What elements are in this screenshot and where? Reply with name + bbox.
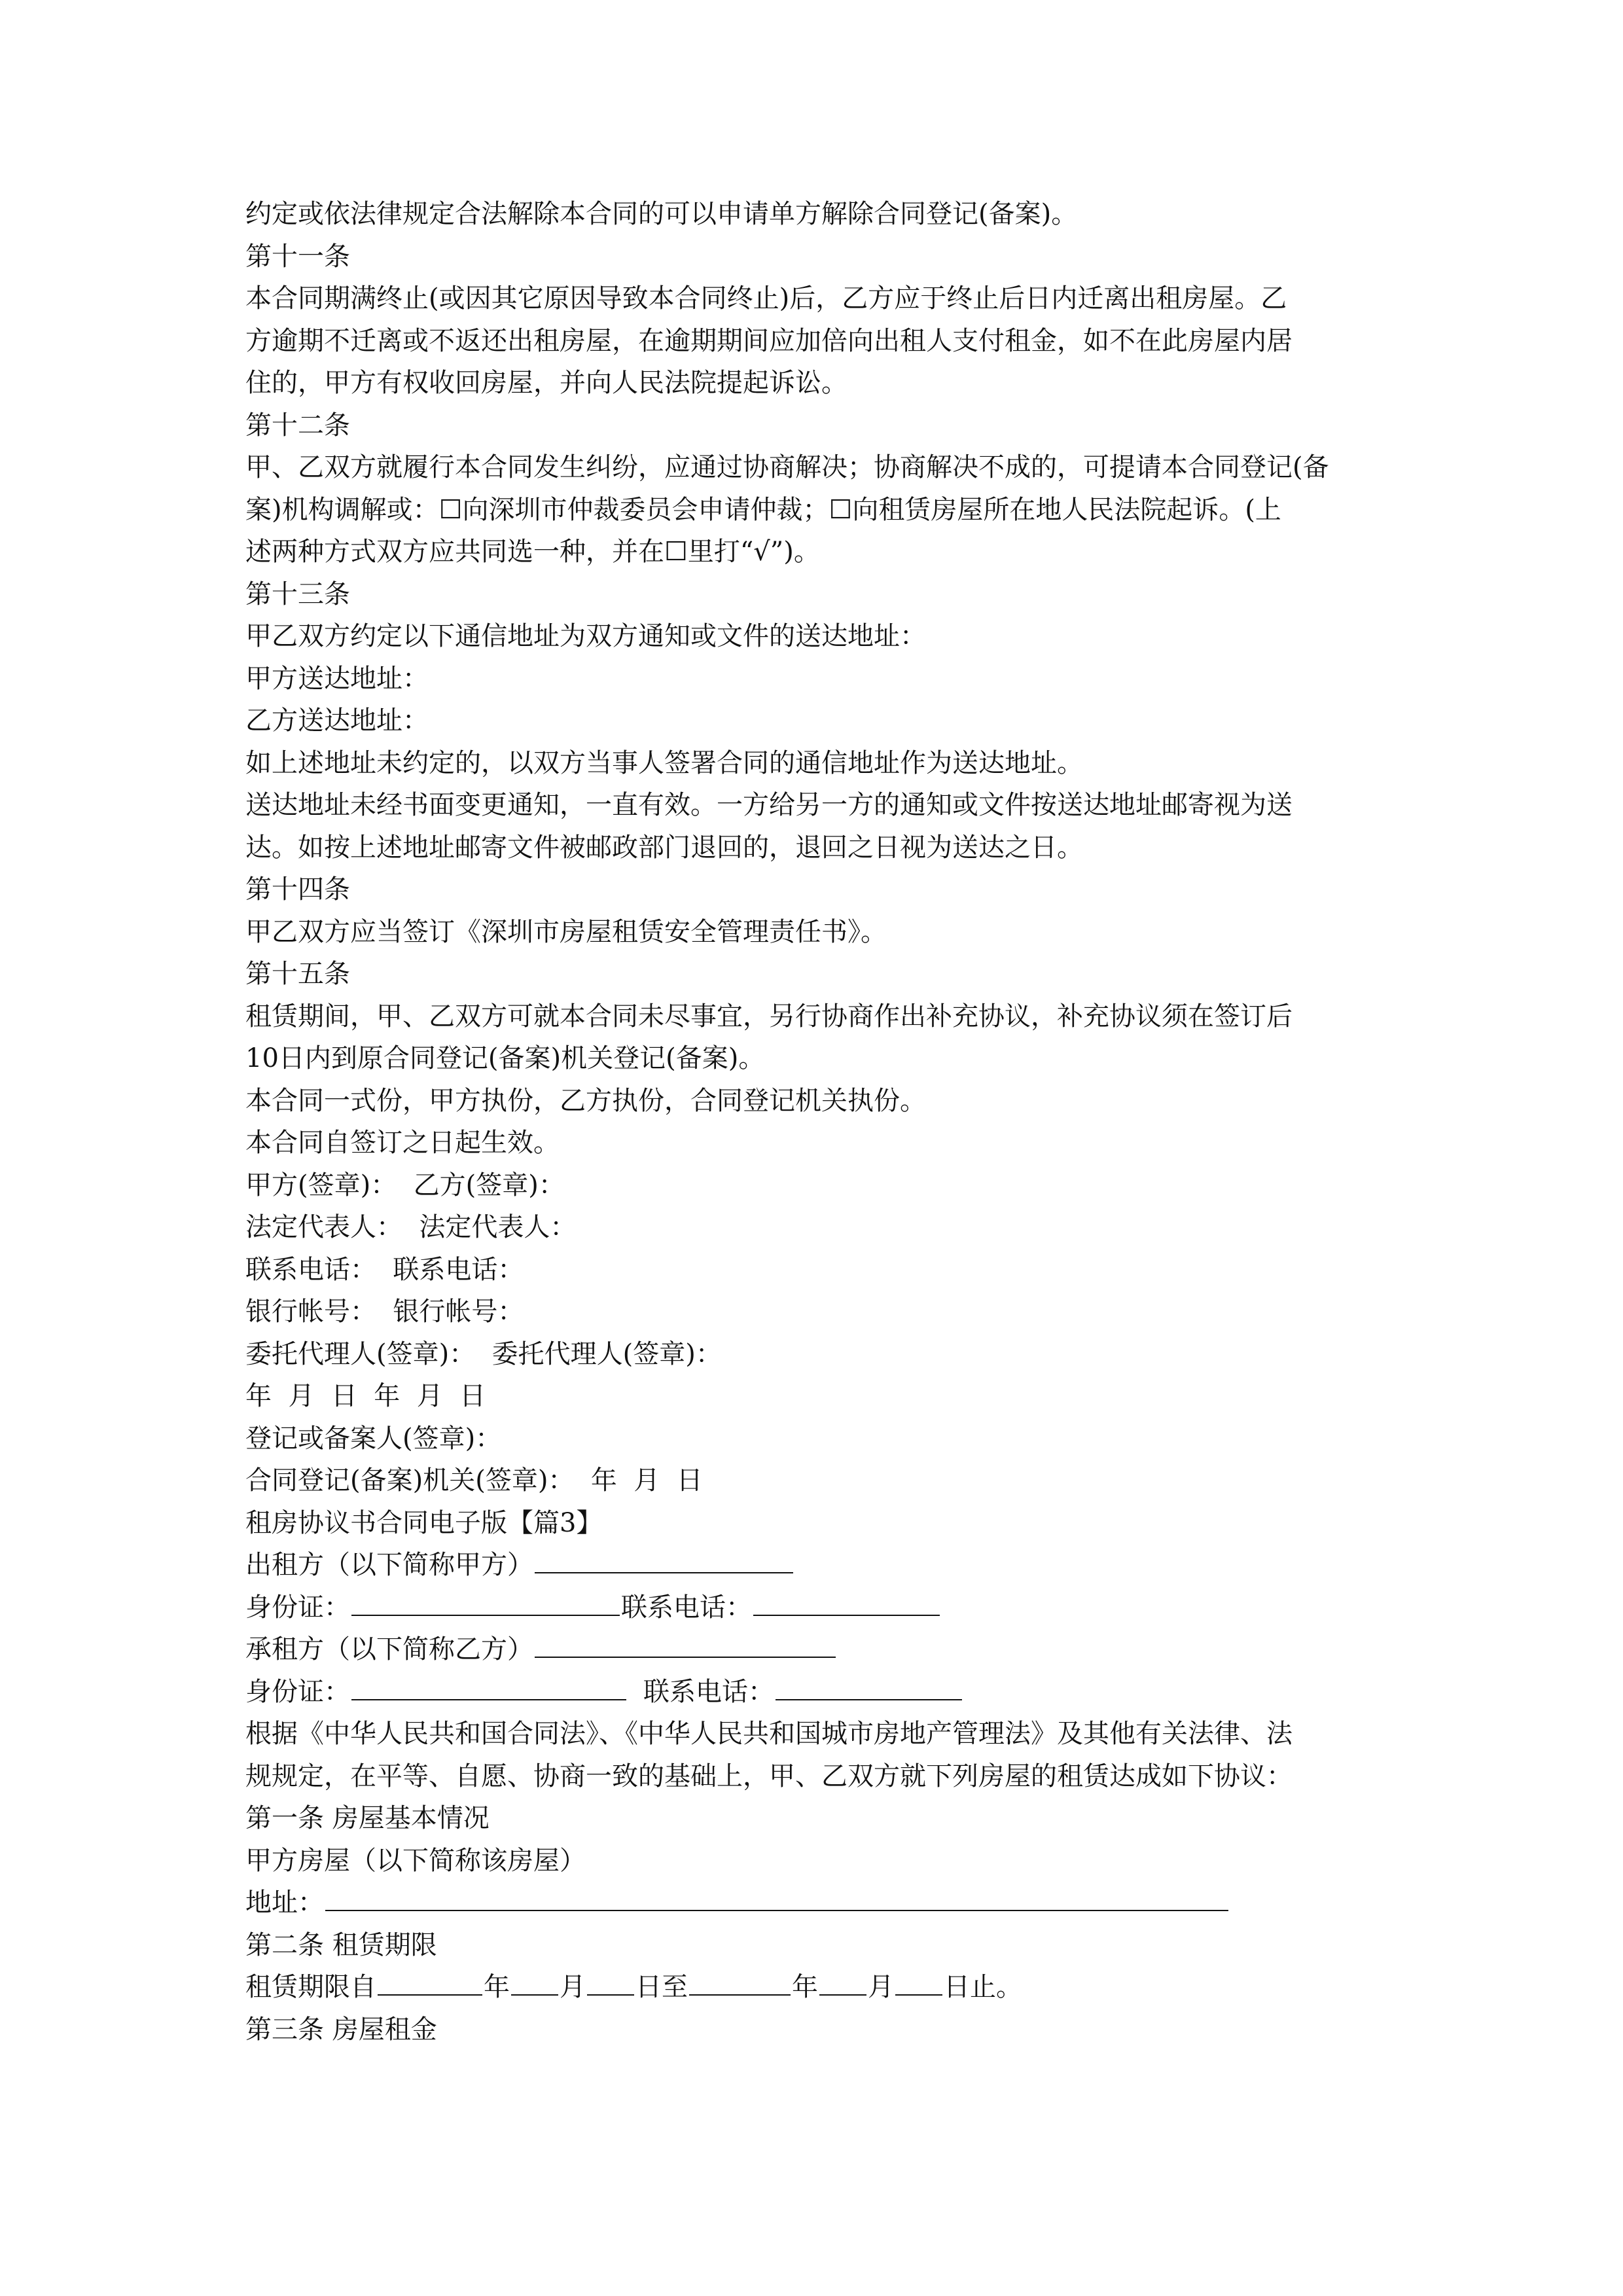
lessor-line <box>245 1544 1397 1587</box>
text-line: 述两种方式双方应共同选一种，并在☐里打“√”)。 <box>245 537 820 567</box>
text-line: 规规定，在平等、自愿、协商一致的基础上，甲、乙双方就下列房屋的租赁达成如下协议： <box>245 1761 1293 1791</box>
address-label: 地址： <box>245 1888 324 1918</box>
month-label: 月 <box>560 1972 586 2002</box>
date-line: 年 月 日 年 月 日 <box>245 1381 486 1411</box>
phone-label: 联系电话： <box>621 1592 752 1623</box>
text-line: 本合同一式份，甲方执份，乙方执份，合同登记机关执份。 <box>245 1085 926 1116</box>
start-year-blank[interactable] <box>378 1968 482 1996</box>
phone-label: 联系电话： <box>643 1676 774 1707</box>
day-to-label: 日至 <box>635 1972 688 2002</box>
id-label: 身份证： <box>245 1592 350 1623</box>
text-line: 根据《中华人民共和国合同法》、《中华人民共和国城市房地产管理法》及其他有关法律、法 <box>245 1719 1293 1749</box>
article-heading: 第十五条 <box>245 959 350 989</box>
lessee-name-blank[interactable] <box>535 1630 836 1658</box>
signature-line: 委托代理人(签章)： 委托代理人(签章)： <box>245 1338 722 1369</box>
document-page <box>245 193 1397 2051</box>
signature-line: 登记或备案人(签章)： <box>245 1423 502 1454</box>
article-heading: 第十二条 <box>245 410 350 440</box>
article-heading: 第三条 房屋租金 <box>245 2014 437 2045</box>
text-line: 甲方房屋（以下简称该房屋） <box>245 1845 586 1876</box>
lessor-id-blank[interactable] <box>351 1588 620 1616</box>
text-line: 案)机构调解或：☐向深圳市仲裁委员会申请仲裁；☐向租赁房屋所在地人民法院起诉。(上 <box>245 494 1281 525</box>
lessee-id-blank[interactable] <box>351 1673 626 1700</box>
lessor-id-line <box>245 1587 1397 1629</box>
section-title: 租房协议书合同电子版【篇3】 <box>245 1507 603 1538</box>
id-label: 身份证： <box>245 1676 350 1707</box>
year-label: 年 <box>792 1972 818 2002</box>
lease-term-line <box>245 1966 1397 2009</box>
month-label: 月 <box>868 1972 894 2002</box>
address-line <box>245 1882 1397 1924</box>
lessee-phone-blank[interactable] <box>776 1673 962 1700</box>
day-end-label: 日止。 <box>944 1972 1022 2002</box>
text-line: 甲乙双方应当签订《深圳市房屋租赁安全管理责任书》。 <box>245 916 887 947</box>
text-line: 本合同期满终止(或因其它原因导致本合同终止)后，乙方应于终止后日内迁离出租房屋。乙 <box>245 283 1287 314</box>
text-line: 甲、乙双方就履行本合同发生纠纷，应通过协商解决；协商解决不成的，可提请本合同登记(备 <box>245 452 1329 482</box>
article-heading: 第十四条 <box>245 874 350 905</box>
text-line: 约定或依法律规定合法解除本合同的可以申请单方解除合同登记(备案)。 <box>245 199 1078 229</box>
signature-line: 法定代表人： 法定代表人： <box>245 1212 577 1242</box>
lessee-label: 承租方（以下简称乙方） <box>245 1634 533 1664</box>
signature-line: 联系电话： 联系电话： <box>245 1254 524 1285</box>
text-line: 方逾期不迁离或不返还出租房屋，在逾期期间应加倍向出租人支付租金，如不在此房屋内居 <box>245 325 1293 356</box>
signature-line: 银行帐号： 银行帐号： <box>245 1297 524 1327</box>
text-line: 甲方送达地址： <box>245 663 429 694</box>
article-heading: 第二条 租赁期限 <box>245 1929 437 1960</box>
text-line: 租赁期间，甲、乙双方可就本合同未尽事宜，另行协商作出补充协议，补充协议须在签订后 <box>245 1001 1293 1031</box>
text-line: 达。如按上述地址邮寄文件被邮政部门退回的，退回之日视为送达之日。 <box>245 832 1083 863</box>
signature-line: 合同登记(备案)机关(签章)： 年 月 日 <box>245 1465 703 1496</box>
text-line: 送达地址未经书面变更通知，一直有效。一方给另一方的通知或文件按送达地址邮寄视为送 <box>245 790 1293 820</box>
article-heading: 第十一条 <box>245 241 350 272</box>
lessor-label: 出租方（以下简称甲方） <box>245 1550 533 1580</box>
lessor-phone-blank[interactable] <box>753 1588 940 1616</box>
year-label: 年 <box>484 1972 510 2002</box>
start-month-blank[interactable] <box>511 1968 558 1996</box>
text-line: 甲乙双方约定以下通信地址为双方通知或文件的送达地址： <box>245 621 926 651</box>
text-line: 乙方送达地址： <box>245 706 429 736</box>
text-line: 如上述地址未约定的，以双方当事人签署合同的通信地址作为送达地址。 <box>245 747 1083 778</box>
address-blank[interactable] <box>325 1884 1228 1911</box>
lessee-id-line <box>245 1671 1397 1713</box>
lease-from-label: 租赁期限自 <box>245 1972 376 2002</box>
text-line: 本合同自签订之日起生效。 <box>245 1128 560 1158</box>
lessor-name-blank[interactable] <box>535 1546 793 1573</box>
text-line: 10日内到原合同登记(备案)机关登记(备案)。 <box>245 1043 765 1073</box>
end-month-blank[interactable] <box>819 1968 866 1996</box>
text-line: 住的，甲方有权收回房屋，并向人民法院提起诉讼。 <box>245 368 847 398</box>
article-heading: 第一条 房屋基本情况 <box>245 1803 490 1833</box>
start-day-blank[interactable] <box>587 1968 634 1996</box>
end-day-blank[interactable] <box>895 1968 942 1996</box>
signature-line: 甲方(签章)： 乙方(签章)： <box>245 1170 565 1200</box>
lessee-line <box>245 1628 1397 1671</box>
article-heading: 第十三条 <box>245 579 350 609</box>
end-year-blank[interactable] <box>689 1968 791 1996</box>
